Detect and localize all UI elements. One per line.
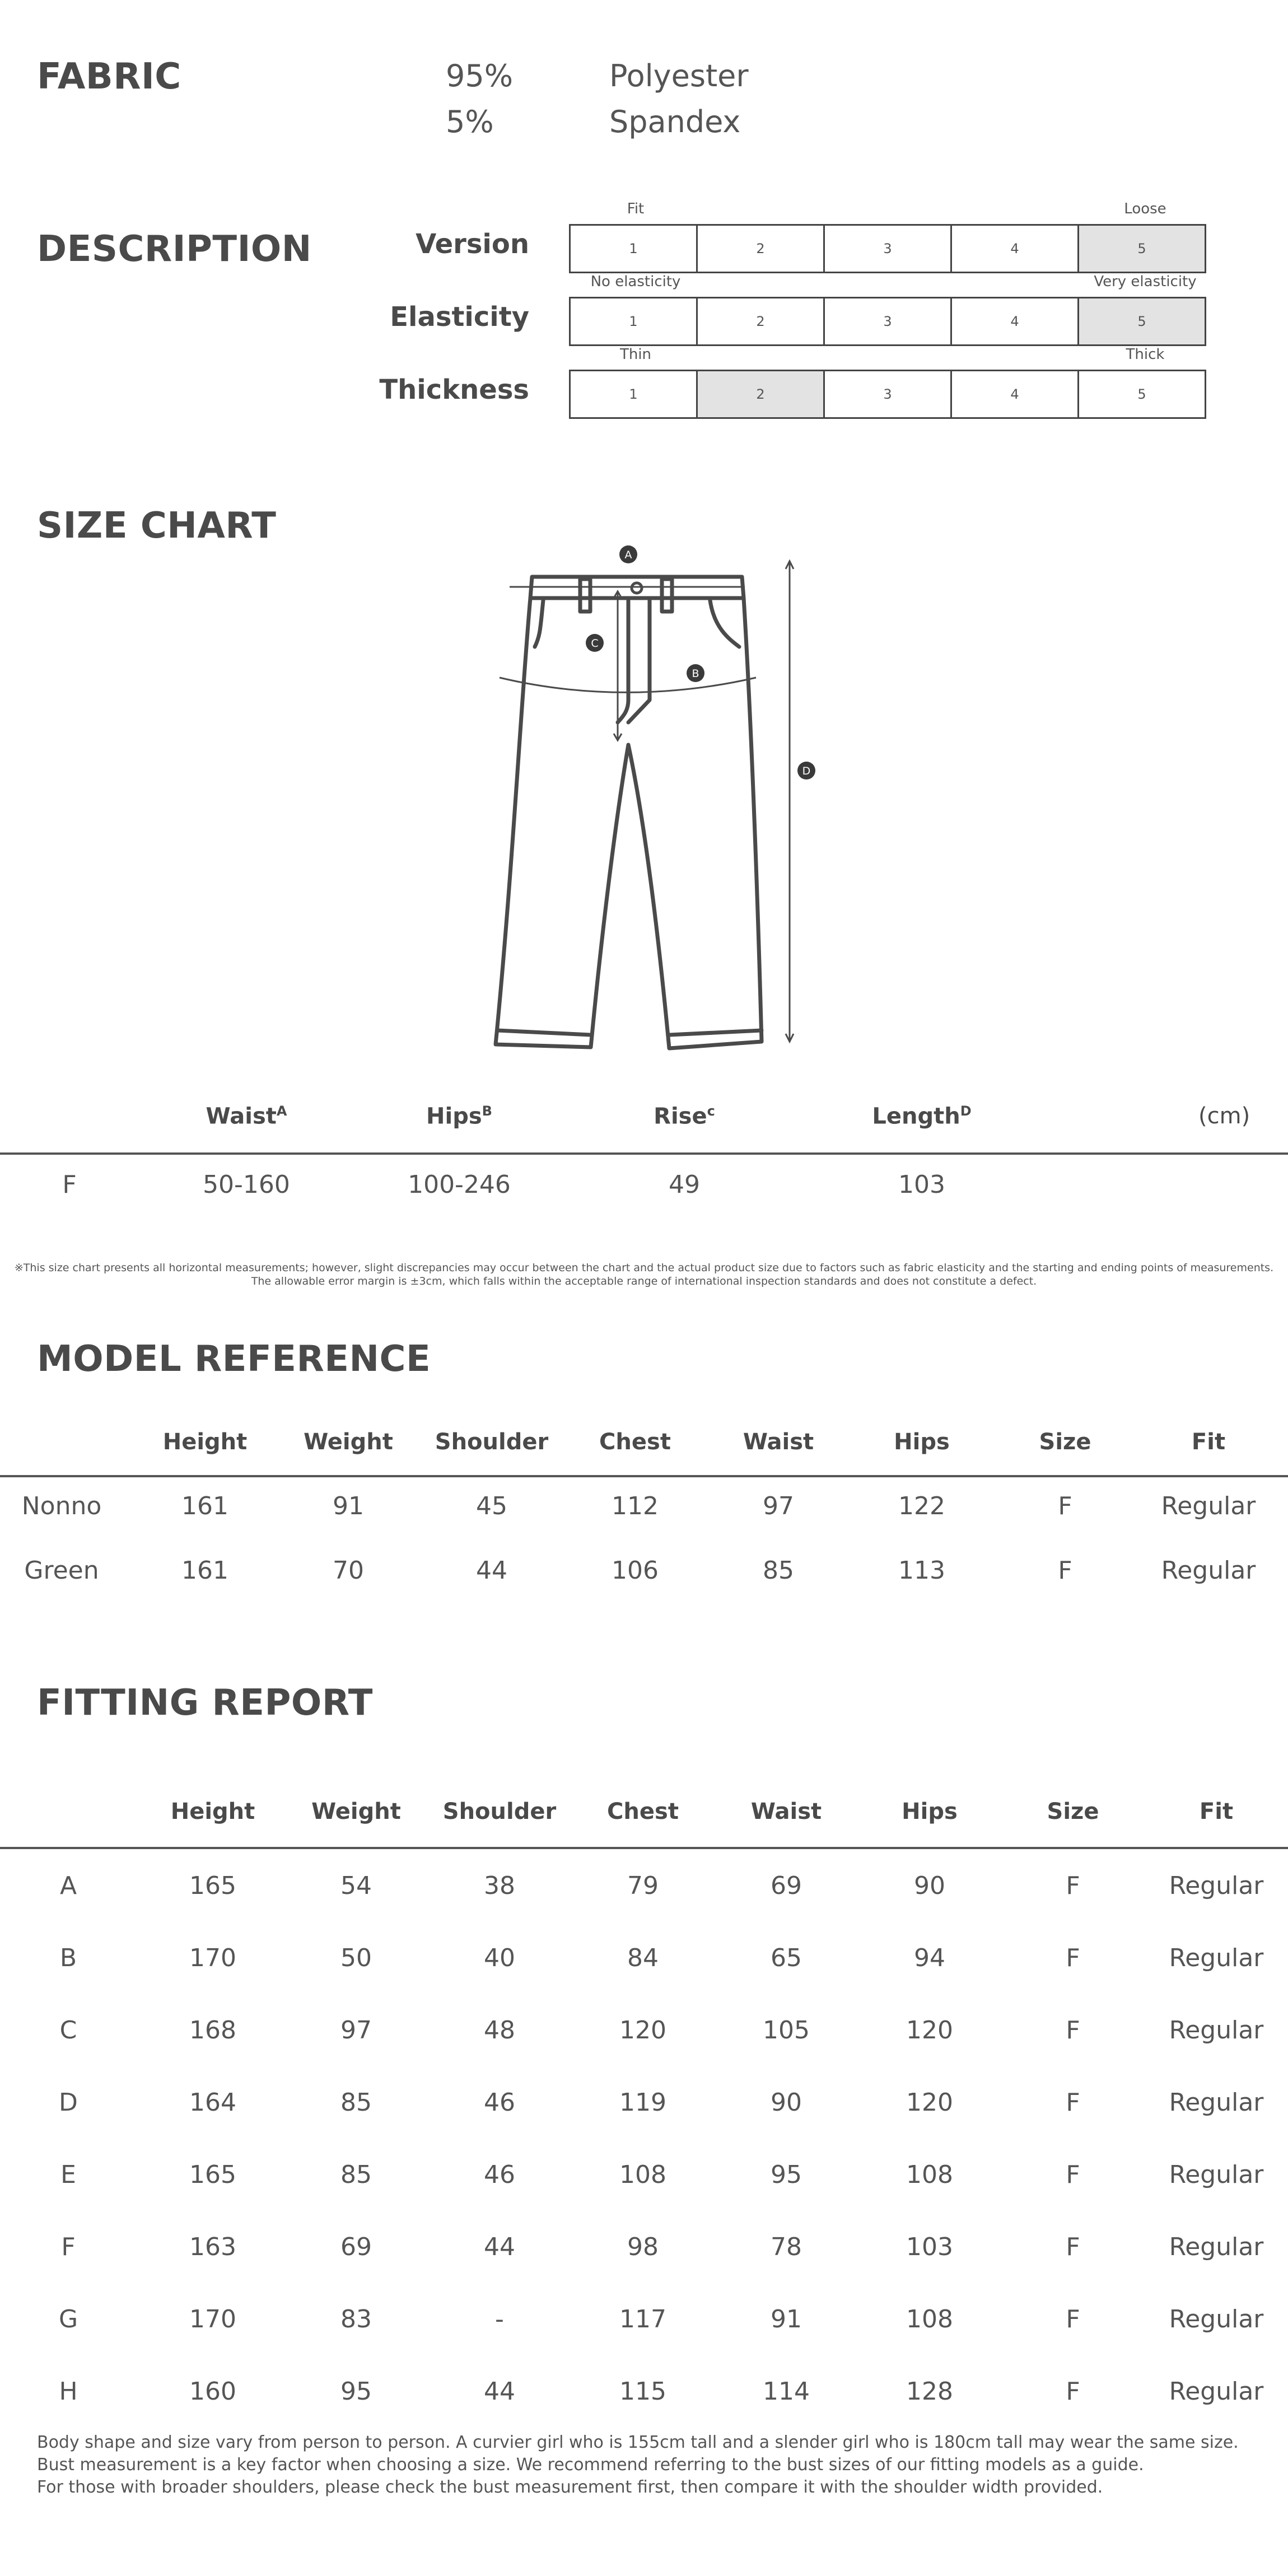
table-divider <box>0 1847 1288 1849</box>
row-cell: 79 <box>627 1872 659 1900</box>
row-cell: 95 <box>771 2160 802 2189</box>
row-cell: 94 <box>914 1944 945 1972</box>
row-cell: 120 <box>619 2016 666 2045</box>
unit-label: (cm) <box>1198 1103 1250 1129</box>
row-label: D <box>59 2088 78 2117</box>
row-cell: 165 <box>189 2160 236 2189</box>
row-cell: 117 <box>619 2305 666 2334</box>
pants-button <box>632 583 642 593</box>
scale-cell: 4 <box>952 371 1079 417</box>
col-header: Size <box>1047 1799 1099 1824</box>
row-cell: 50 <box>340 1944 372 1972</box>
fabric-heading: FABRIC <box>37 56 181 97</box>
row-cell: Regular <box>1169 1872 1264 1900</box>
row-cell: - <box>495 2305 504 2334</box>
row-label: G <box>58 2305 78 2334</box>
row-cell: 69 <box>340 2233 372 2261</box>
row-cell: 161 <box>181 1492 228 1520</box>
fabric-pct-2: 5% <box>446 104 494 139</box>
row-cell: F <box>1066 2233 1080 2261</box>
row-cell: F <box>1058 1556 1072 1585</box>
size-chart-note-line1: ※This size chart presents all horizontal measurements; however, slight discrepancies may occur between the chart and the actual product size due to factors such as fabric elasticity and the starting and ending points of measurements. <box>14 1262 1274 1274</box>
row-cell: 170 <box>189 2305 236 2334</box>
col-header: Height <box>162 1429 248 1455</box>
belt-loop-right <box>662 579 672 612</box>
row-cell: 115 <box>619 2377 666 2406</box>
col-header: Waist <box>750 1799 822 1824</box>
marker-c-label: C <box>591 637 599 650</box>
row-label: Nonno <box>21 1492 102 1520</box>
row-cell: 108 <box>906 2305 953 2334</box>
col-header: Chest <box>599 1429 671 1455</box>
pants-fly-right <box>628 598 650 722</box>
row-cell: Regular <box>1161 1556 1256 1585</box>
row-cell: 78 <box>771 2233 802 2261</box>
col-header: Shoulder <box>442 1799 557 1824</box>
row-cell: 114 <box>763 2377 810 2406</box>
row-label: H <box>59 2377 78 2406</box>
marker-b <box>687 664 704 682</box>
scale-left-0: Fit <box>627 200 645 217</box>
size-chart-note-line2: The allowable error margin is ±3cm, which falls within the acceptable range of international inspection standards and does not constitute a defect. <box>251 1275 1037 1287</box>
pants-pocket-left <box>535 600 543 647</box>
fabric-name-2: Spandex <box>609 104 741 139</box>
scale-cell: 5 <box>1079 298 1205 344</box>
row-cell: Regular <box>1169 2377 1264 2406</box>
scale-cell: 3 <box>825 226 952 272</box>
marker-d <box>797 762 815 780</box>
row-cell: 69 <box>771 1872 802 1900</box>
col-header: Weight <box>311 1799 401 1824</box>
pants-pocket-right <box>710 600 739 647</box>
pants-fly <box>618 598 628 722</box>
size-col-sup: D <box>960 1103 972 1119</box>
row-cell: F <box>1066 2016 1080 2045</box>
row-cell: 70 <box>333 1556 364 1585</box>
col-header: Weight <box>304 1429 393 1455</box>
row-label: C <box>59 2016 77 2045</box>
row-cell: Regular <box>1169 2088 1264 2117</box>
row-cell: 90 <box>914 1872 945 1900</box>
row-cell: 163 <box>189 2233 236 2261</box>
fabric-pct-1: 95% <box>446 58 514 94</box>
col-header: Shoulder <box>435 1429 549 1455</box>
scale-cell: 5 <box>1137 386 1146 402</box>
col-header: Chest <box>607 1799 679 1824</box>
table-divider <box>0 1475 1288 1477</box>
scale-cell: 5 <box>1079 226 1205 272</box>
size-chart-heading: SIZE CHART <box>37 505 277 547</box>
size-col-header <box>600 1103 768 1129</box>
row-cell: 128 <box>906 2377 953 2406</box>
row-cell: 113 <box>898 1556 945 1585</box>
col-header: Hips <box>894 1429 950 1455</box>
col-header: Waist <box>743 1429 814 1455</box>
row-cell: 48 <box>484 2016 515 2045</box>
row-cell: 105 <box>763 2016 810 2045</box>
row-cell: 44 <box>484 2377 515 2406</box>
row-cell: 97 <box>340 2016 372 2045</box>
col-header: Height <box>170 1799 255 1824</box>
size-col-header <box>838 1103 1006 1129</box>
size-col-label: Waist <box>206 1103 277 1130</box>
row-cell: 95 <box>340 2377 372 2406</box>
row-cell: 65 <box>771 1944 802 1972</box>
scale-cell: 1 <box>571 298 698 344</box>
size-cell-hips: 100-246 <box>408 1170 511 1199</box>
row-cell: 54 <box>340 1872 372 1900</box>
scale-right-1: Very elasticity <box>1094 273 1197 290</box>
row-cell: Regular <box>1169 2233 1264 2261</box>
size-col-label: Rise <box>654 1103 707 1130</box>
row-cell: 90 <box>771 2088 802 2117</box>
row-cell: 85 <box>763 1556 794 1585</box>
row-cell: 91 <box>771 2305 802 2334</box>
size-col-sup: A <box>276 1103 287 1119</box>
footer-line-1: Body shape and size vary from person to person. A curvier girl who is 155cm tall and a slender girl who is 180cm tall may wear the same size. <box>37 2433 1239 2452</box>
pants-left-leg <box>496 598 628 1047</box>
scale-cell: 2 <box>698 226 825 272</box>
scale-left-1: No elasticity <box>590 273 681 290</box>
scale-right-2: Thick <box>1126 346 1165 363</box>
marker-b-label: B <box>692 668 699 680</box>
size-chart-note <box>0 1261 1288 1288</box>
row-cell: F <box>1066 2377 1080 2406</box>
row-cell: 83 <box>340 2305 372 2334</box>
scale-left-2: Thin <box>619 346 652 363</box>
row-cell: Regular <box>1169 2305 1264 2334</box>
scale-cell: 3 <box>825 298 952 344</box>
row-label: B <box>59 1944 77 1972</box>
fitting-footer <box>37 2432 1239 2499</box>
row-cell: 108 <box>619 2160 666 2189</box>
row-cell: F <box>1066 2160 1080 2189</box>
row-cell: F <box>1066 2305 1080 2334</box>
row-cell: 119 <box>619 2088 666 2117</box>
footer-line-2: Bust measurement is a key factor when choosing a size. We recommend referring to the bust sizes of our fitting models as a guide. <box>37 2455 1144 2475</box>
row-cell: 168 <box>189 2016 236 2045</box>
scale-bar-2 <box>569 370 1206 419</box>
row-label: E <box>60 2160 76 2189</box>
row-cell: 103 <box>906 2233 953 2261</box>
col-header: Size <box>1039 1429 1091 1455</box>
size-cell-rise: 49 <box>669 1170 700 1199</box>
row-cell: 122 <box>898 1492 945 1520</box>
row-label: F <box>61 2233 76 2261</box>
row-cell: 164 <box>189 2088 236 2117</box>
scale-label-2: Thickness <box>379 374 529 405</box>
row-cell: 85 <box>340 2088 372 2117</box>
fitting-report-heading: FITTING REPORT <box>37 1682 373 1724</box>
row-cell: 84 <box>627 1944 659 1972</box>
size-col-header <box>162 1103 330 1129</box>
scale-label-0: Version <box>416 228 529 260</box>
row-cell: 120 <box>906 2088 953 2117</box>
description-heading: DESCRIPTION <box>37 228 312 270</box>
size-col-label: Length <box>872 1103 960 1130</box>
row-cell: 120 <box>906 2016 953 2045</box>
scale-cell: 1 <box>571 226 698 272</box>
row-cell: 38 <box>484 1872 515 1900</box>
row-cell: 46 <box>484 2160 515 2189</box>
row-cell: 98 <box>627 2233 659 2261</box>
size-cell-length: 103 <box>898 1170 945 1199</box>
marker-a <box>619 545 637 563</box>
col-header: Fit <box>1191 1429 1226 1455</box>
marker-c <box>586 634 604 652</box>
size-table-divider <box>0 1152 1288 1155</box>
scale-cell: 4 <box>952 226 1079 272</box>
scale-cell: 4 <box>952 298 1079 344</box>
fabric-name-1: Polyester <box>609 58 749 94</box>
row-cell: 165 <box>189 1872 236 1900</box>
scale-cell: 3 <box>825 371 952 417</box>
row-cell: 112 <box>612 1492 659 1520</box>
scale-bar-1 <box>569 297 1206 346</box>
row-label: A <box>59 1872 77 1900</box>
row-cell: Regular <box>1169 1944 1264 1972</box>
row-cell: F <box>1066 1872 1080 1900</box>
row-cell: 44 <box>476 1556 507 1585</box>
size-col-label: Hips <box>426 1103 482 1130</box>
size-cell-waist: 50-160 <box>203 1170 290 1199</box>
col-header: Hips <box>902 1799 958 1824</box>
row-cell: 106 <box>612 1556 659 1585</box>
row-cell: F <box>1066 2088 1080 2117</box>
row-cell: 161 <box>181 1556 228 1585</box>
row-cell: 97 <box>763 1492 794 1520</box>
row-cell: Regular <box>1169 2016 1264 2045</box>
pants-diagram <box>482 538 840 1070</box>
row-cell: 44 <box>484 2233 515 2261</box>
row-label: Green <box>24 1556 99 1585</box>
size-col-sup: c <box>707 1103 715 1119</box>
row-cell: 46 <box>484 2088 515 2117</box>
scale-cell: 1 <box>571 371 698 417</box>
row-cell: 170 <box>189 1944 236 1972</box>
model-reference-heading: MODEL REFERENCE <box>37 1338 431 1380</box>
row-cell: 45 <box>476 1492 507 1520</box>
marker-d-label: D <box>802 765 811 777</box>
scale-label-1: Elasticity <box>390 301 529 333</box>
pants-hem-left <box>497 1030 591 1035</box>
size-col-header <box>375 1103 543 1129</box>
row-cell: 85 <box>340 2160 372 2189</box>
pants-hem-right <box>669 1030 762 1035</box>
footer-line-3: For those with broader shoulders, please check the bust measurement first, then compare it with the shoulder width provided. <box>37 2477 1103 2497</box>
row-cell: 108 <box>906 2160 953 2189</box>
belt-loop-left <box>580 579 590 612</box>
scale-right-0: Loose <box>1124 200 1166 217</box>
scale-cell: 2 <box>698 371 825 417</box>
row-cell: Regular <box>1161 1492 1256 1520</box>
row-cell: F <box>1058 1492 1072 1520</box>
col-header: Fit <box>1199 1799 1234 1824</box>
row-cell: 91 <box>333 1492 364 1520</box>
scale-cell: 2 <box>698 298 825 344</box>
scale-bar-0 <box>569 224 1206 273</box>
row-cell: Regular <box>1169 2160 1264 2189</box>
size-col-sup: B <box>482 1103 492 1119</box>
row-cell: 40 <box>484 1944 515 1972</box>
size-row-label: F <box>62 1170 77 1199</box>
row-cell: 160 <box>189 2377 236 2406</box>
marker-a-label: A <box>624 549 632 561</box>
row-cell: F <box>1066 1944 1080 1972</box>
